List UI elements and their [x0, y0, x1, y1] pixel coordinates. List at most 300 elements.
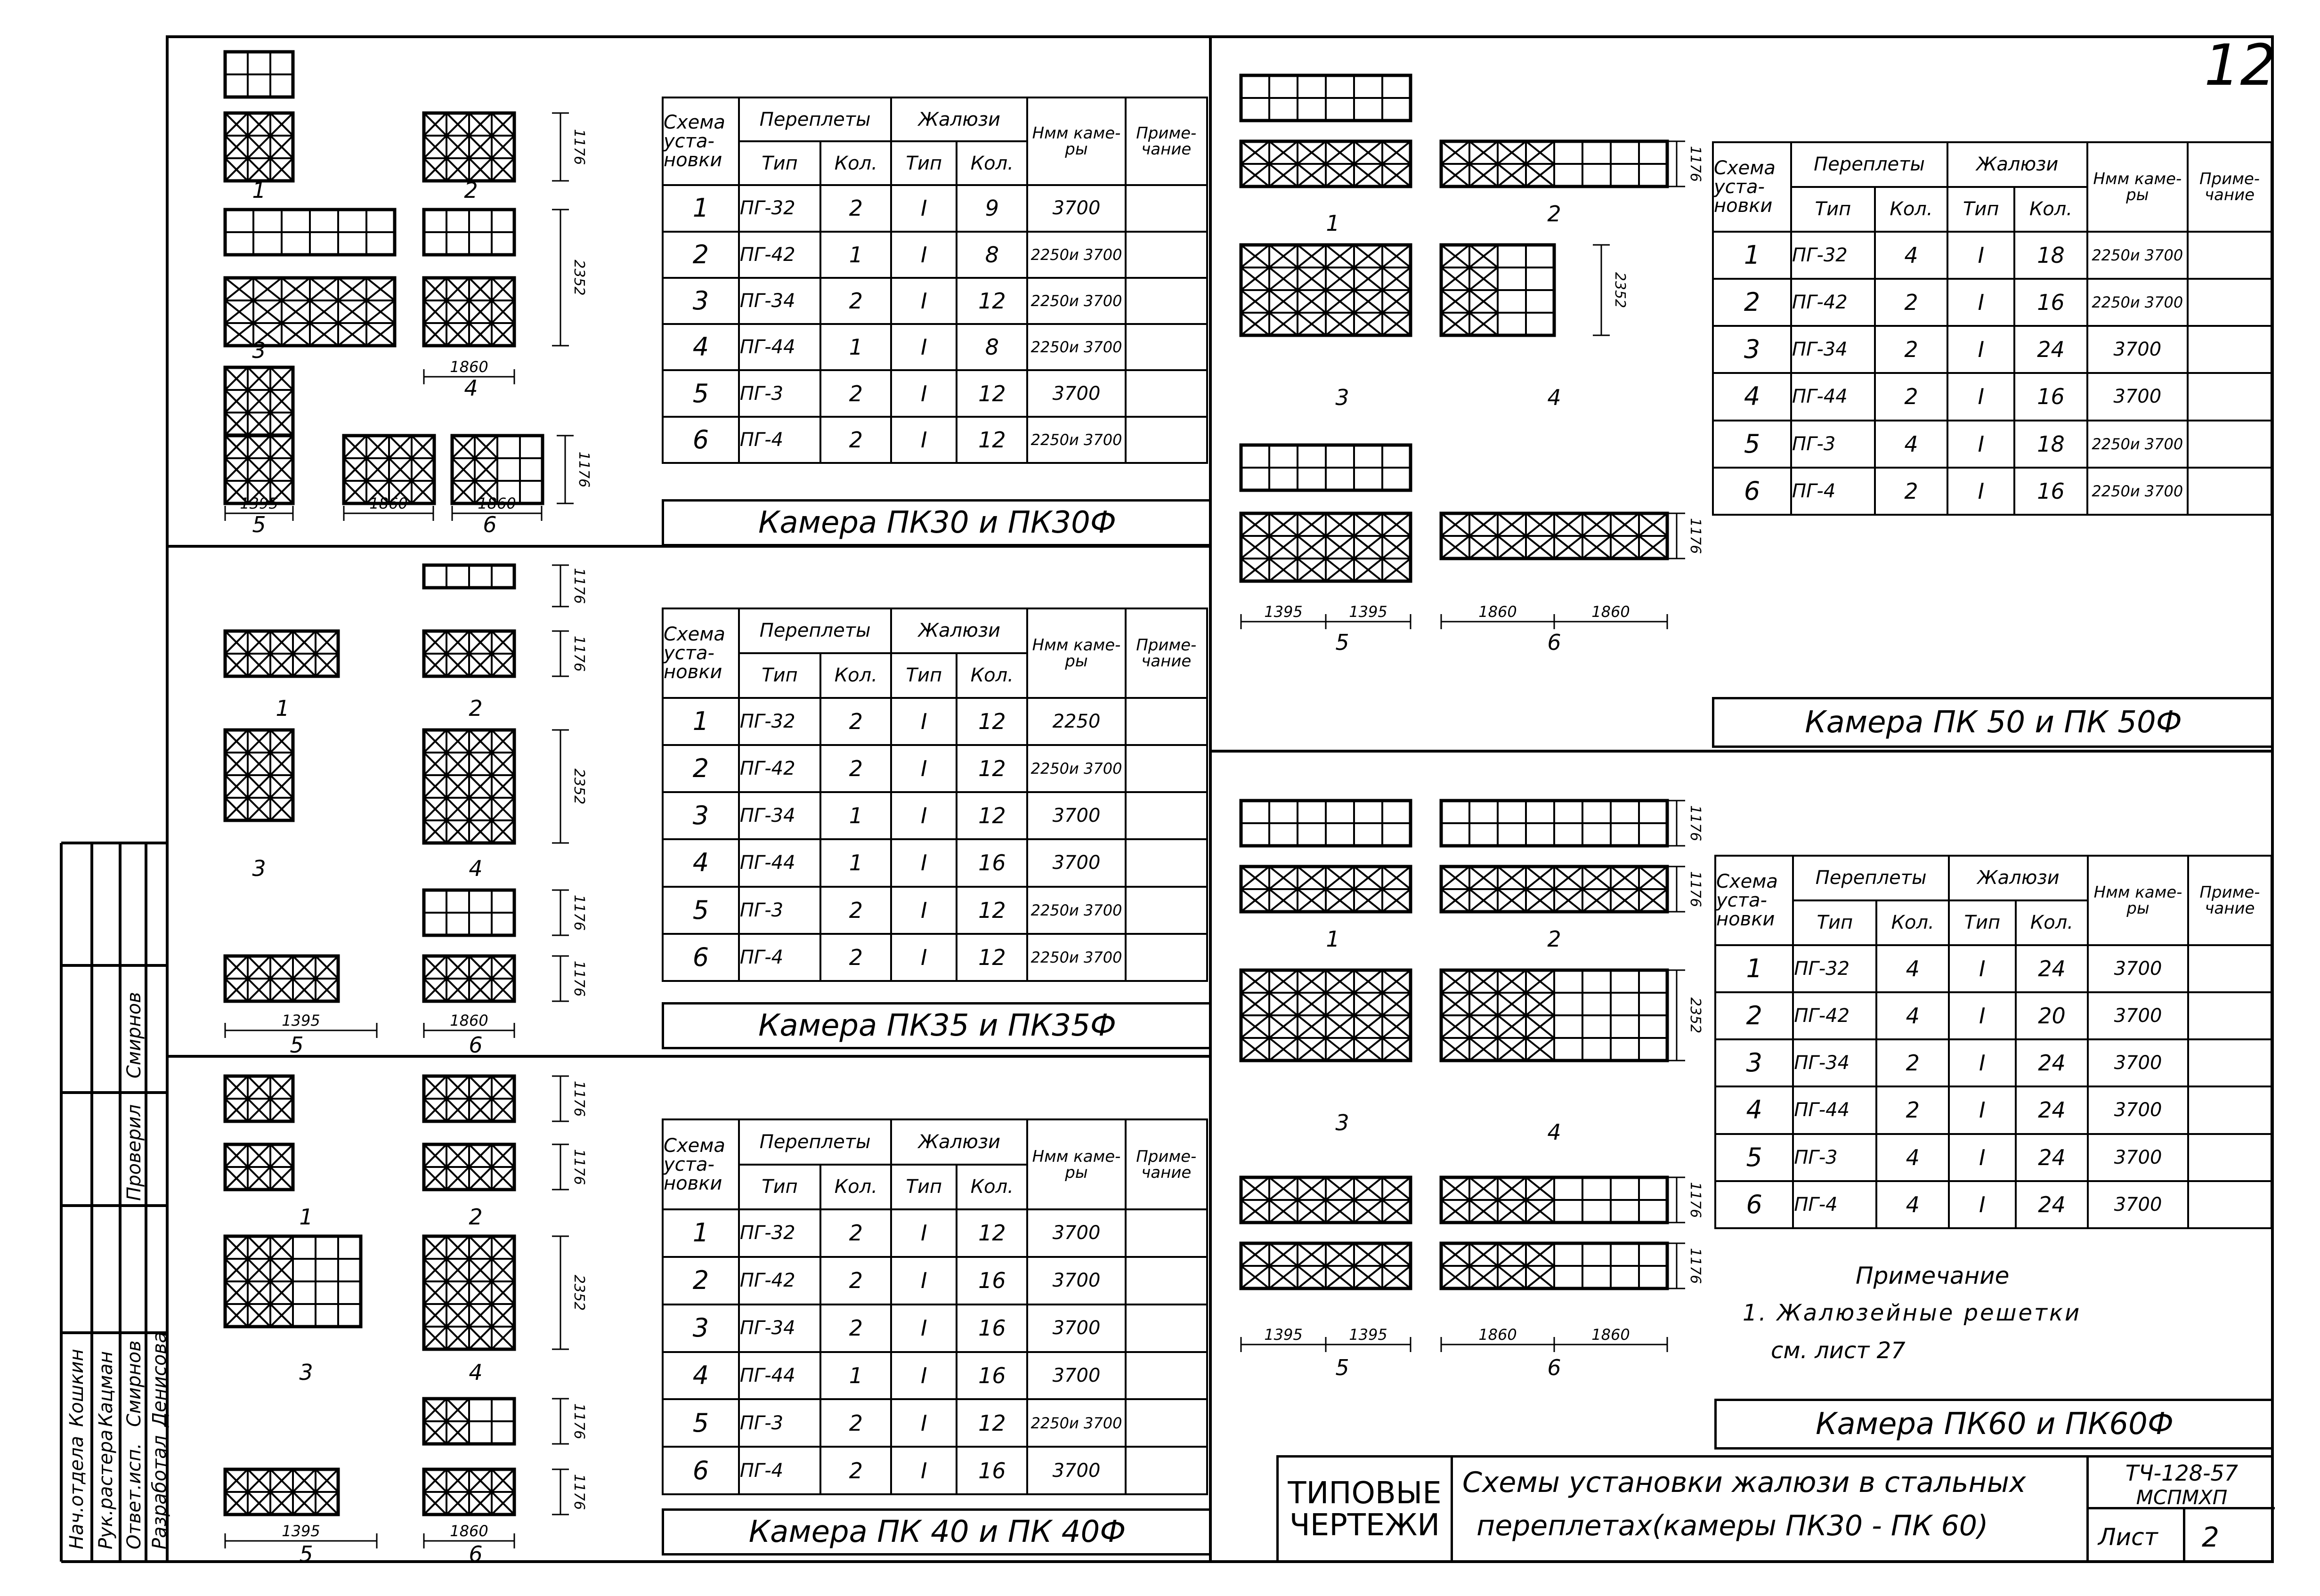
cell-chamber-height: 3700 [1027, 792, 1125, 839]
cell-louver-type: I [891, 1352, 957, 1400]
cell-frame-type: ПГ-34 [739, 792, 820, 839]
table-row [1713, 279, 2271, 326]
dimension-label: 1176 [1687, 146, 1703, 182]
cell-frame-qty: 2 [820, 934, 891, 981]
cell-frame-qty: 2 [820, 1209, 891, 1257]
scheme-number-label: 4 [464, 375, 478, 401]
cell-frame-qty: 4 [1876, 945, 1949, 992]
col-header-frames: Переплеты [1791, 142, 1947, 187]
cell-louver-qty: 12 [957, 370, 1027, 416]
scheme-number-label: 1 [1326, 926, 1340, 952]
spec-table-pk60 [1714, 855, 2272, 1229]
cell-frame-type: ПГ-32 [739, 185, 820, 231]
table-row [663, 324, 1207, 370]
cell-frame-qty: 4 [1876, 992, 1949, 1039]
cell-note [2188, 373, 2271, 420]
cell-note [2188, 468, 2271, 515]
cell-frame-type: ПГ-34 [1793, 1039, 1876, 1086]
cell-louver-qty: 18 [2014, 421, 2087, 468]
cell-chamber-height: 2250и 3700 [1027, 745, 1125, 792]
col-header-frame-qty: Кол. [820, 653, 891, 698]
cell-note [1126, 185, 1207, 231]
scheme-5-bottom [1241, 1243, 1411, 1288]
col-header-frame-qty: Кол. [820, 141, 891, 185]
cell-frame-type: ПГ-44 [739, 1352, 820, 1400]
dimension-label: 1860 [1591, 1326, 1630, 1344]
cell-scheme-number: 2 [663, 745, 739, 792]
scheme-number-label: 2 [1547, 201, 1561, 227]
cell-chamber-height: 3700 [1027, 839, 1125, 886]
scheme-number-label: 4 [1547, 1119, 1561, 1145]
cell-chamber-height: 2250и 3700 [1027, 1399, 1125, 1447]
spec-table-pk35 [662, 608, 1208, 982]
cell-note [2188, 1086, 2271, 1134]
cell-louver-qty: 8 [957, 232, 1027, 278]
cell-louver-type: I [891, 887, 957, 934]
table-row [1713, 232, 2271, 279]
cell-note [1126, 839, 1207, 886]
cell-frame-type: ПГ-3 [1793, 1134, 1876, 1181]
cell-frame-qty: 2 [820, 1257, 891, 1304]
dimension-label: 1176 [576, 451, 592, 488]
col-header-frame-type: Тип [739, 141, 820, 185]
dimension-label: 2352 [1687, 997, 1703, 1034]
drawing-title-1: Схемы установки жалюзи в стальных [1462, 1466, 2026, 1499]
cell-louver-type: I [891, 792, 957, 839]
series-cell [1279, 1458, 1453, 1562]
scheme-6-bottom [424, 1469, 514, 1515]
scheme-2 [1441, 141, 1667, 186]
cell-louver-type: I [891, 745, 957, 792]
cell-louver-qty: 24 [2016, 1181, 2088, 1228]
cell-scheme-number: 5 [1713, 421, 1791, 468]
dimension-label: 2352 [1612, 272, 1628, 308]
table-row [663, 1209, 1207, 1257]
table-row [663, 745, 1207, 792]
cell-scheme-number: 1 [663, 698, 739, 745]
col-header-frame-type: Тип [1791, 187, 1875, 232]
dimension-label: 1395 [240, 494, 278, 512]
cell-note [2188, 279, 2271, 326]
scheme-4 [424, 1236, 514, 1349]
dimension-label: 2352 [571, 768, 587, 805]
col-header-height: Нмм каме-ры [2088, 856, 2188, 945]
table-row [663, 232, 1207, 278]
series-label-2: ЧЕРТЕЖИ [1289, 1507, 1440, 1543]
dimension-label: 1860 [450, 1522, 488, 1540]
cell-louver-type: I [1947, 326, 2014, 373]
table-row [1715, 1039, 2271, 1086]
cell-louver-type: I [891, 232, 957, 278]
cell-louver-type: I [891, 278, 957, 324]
scheme-number-label: 5 [290, 1032, 304, 1058]
dimension-label: 1176 [571, 1149, 587, 1185]
cell-scheme-number: 4 [1713, 373, 1791, 420]
cell-chamber-height: 3700 [2088, 992, 2188, 1039]
scheme-number-label: 6 [483, 512, 497, 537]
cell-louver-type: I [891, 1447, 957, 1494]
cell-chamber-height: 2250и 3700 [1027, 232, 1125, 278]
scheme-number-label: 4 [469, 1360, 483, 1385]
scheme-6-a [344, 436, 434, 503]
col-header-note: Приме-чание [2188, 142, 2271, 232]
table-row [1713, 468, 2271, 515]
cell-louver-type: I [891, 934, 957, 981]
scheme-6-bottom [424, 956, 514, 1001]
cell-chamber-height: 3700 [1027, 1304, 1125, 1352]
cell-frame-type: ПГ-42 [739, 745, 820, 792]
scheme-3 [225, 1236, 361, 1327]
cell-scheme-number: 6 [663, 934, 739, 981]
cell-note [1126, 1209, 1207, 1257]
table-row [1715, 1086, 2271, 1134]
cell-louver-qty: 12 [957, 792, 1027, 839]
table-row [663, 934, 1207, 981]
cell-louver-qty: 16 [2014, 279, 2087, 326]
cell-frame-qty: 2 [820, 698, 891, 745]
cell-chamber-height: 2250и 3700 [1027, 278, 1125, 324]
cell-louver-type: I [1947, 232, 2014, 279]
cell-frame-type: ПГ-44 [1793, 1086, 1876, 1134]
col-header-louver-qty: Кол. [957, 653, 1027, 698]
table-row [663, 1447, 1207, 1494]
spec-table-pk40 [662, 1118, 1208, 1495]
cell-louver-qty: 12 [957, 698, 1027, 745]
scheme-3 [1241, 970, 1411, 1061]
cell-scheme-number: 3 [663, 1304, 739, 1352]
scheme-6-bottom [1441, 1243, 1667, 1288]
signature-name: Денисова [149, 1331, 170, 1427]
col-header-scheme: Схема уста-новки [663, 1119, 739, 1209]
col-header-frame-type: Тип [1793, 900, 1876, 945]
dimension-label: 1176 [571, 894, 587, 931]
col-header-louvers: Жалюзи [891, 97, 1027, 141]
table-row [663, 1399, 1207, 1447]
cell-scheme-number: 3 [1713, 326, 1791, 373]
dimension-label: 1395 [1264, 603, 1303, 621]
scheme-6-top [424, 890, 514, 935]
cell-chamber-height: 2250и 3700 [2087, 279, 2188, 326]
dimension-label: 1176 [1687, 805, 1703, 842]
cell-louver-qty: 24 [2016, 945, 2088, 992]
note-title: Примечание [1856, 1262, 2010, 1289]
cell-louver-type: I [891, 1304, 957, 1352]
cell-note [2188, 326, 2271, 373]
dimension-label: 1176 [571, 1080, 587, 1117]
col-header-frames: Переплеты [739, 1119, 892, 1165]
col-header-frames: Переплеты [739, 608, 892, 653]
cell-louver-qty: 24 [2016, 1134, 2088, 1181]
cell-frame-type: ПГ-44 [739, 324, 820, 370]
col-header-louver-qty: Кол. [957, 141, 1027, 185]
cell-note [1126, 1352, 1207, 1400]
cell-louver-type: I [1949, 1181, 2016, 1228]
table-row [1715, 992, 2271, 1039]
cell-scheme-number: 2 [663, 1257, 739, 1304]
table-row [1715, 945, 2271, 992]
scheme-2-top [424, 565, 514, 588]
scheme-number-label: 1 [299, 1204, 313, 1230]
cell-louver-qty: 12 [957, 278, 1027, 324]
cell-scheme-number: 2 [1715, 992, 1793, 1039]
dimension-label: 1176 [571, 1403, 587, 1440]
cell-note [1126, 417, 1207, 463]
dimension-label: 1860 [369, 494, 408, 512]
scheme-2-top [1441, 801, 1667, 846]
cell-scheme-number: 6 [663, 1447, 739, 1494]
scheme-5-bottom [225, 436, 293, 503]
scheme-1-bottom [225, 1144, 293, 1190]
cell-frame-type: ПГ-3 [739, 370, 820, 416]
scheme-1-top [225, 52, 293, 97]
cell-chamber-height: 2250и 3700 [1027, 417, 1125, 463]
cell-scheme-number: 6 [663, 417, 739, 463]
cell-note [1126, 1447, 1207, 1494]
cell-note [1126, 745, 1207, 792]
col-header-height: Нмм каме-ры [1027, 97, 1125, 185]
cell-louver-type: I [891, 1399, 957, 1447]
cell-frame-type: ПГ-3 [739, 1399, 820, 1447]
col-header-note: Приме-чание [1126, 1119, 1207, 1209]
cell-frame-type: ПГ-42 [739, 1257, 820, 1304]
dimension-label: 1860 [450, 1012, 488, 1029]
note-line-1: 1. Жалюзейные решетки [1743, 1300, 2082, 1326]
cell-frame-type: ПГ-44 [1791, 373, 1875, 420]
scheme-6 [1441, 513, 1667, 559]
scheme-number-label: 1 [252, 178, 266, 203]
cell-frame-qty: 1 [820, 839, 891, 886]
cell-louver-qty: 24 [2014, 326, 2087, 373]
cell-note [1126, 792, 1207, 839]
scheme-number-label: 1 [1326, 211, 1340, 236]
cell-note [1126, 278, 1207, 324]
cell-frame-qty: 2 [1875, 279, 1947, 326]
cell-louver-type: I [1949, 1134, 2016, 1181]
col-header-louver-type: Тип [891, 653, 957, 698]
cell-louver-qty: 16 [957, 839, 1027, 886]
cell-frame-qty: 2 [820, 887, 891, 934]
cell-note [2188, 1039, 2271, 1086]
scheme-number-label: 2 [1547, 926, 1561, 952]
cell-scheme-number: 5 [663, 1399, 739, 1447]
scheme-number-label: 4 [469, 856, 483, 881]
spec-table-pk30 [662, 97, 1208, 464]
cell-scheme-number: 1 [1713, 232, 1791, 279]
cell-frame-type: ПГ-32 [739, 1209, 820, 1257]
cell-chamber-height: 3700 [2088, 1039, 2188, 1086]
signature-role: Рук.растера [95, 1429, 117, 1549]
code-cell [2086, 1458, 2275, 1509]
dimension-label: 1176 [1687, 1182, 1703, 1218]
drawing-title-2: переплетах(камеры ПК30 - ПК 60) [1476, 1509, 1988, 1542]
table-row [663, 698, 1207, 745]
col-header-height: Нмм каме-ры [1027, 608, 1125, 698]
cell-frame-qty: 2 [1875, 326, 1947, 373]
cell-louver-qty: 16 [957, 1447, 1027, 1494]
col-header-louvers: Жалюзи [1949, 856, 2088, 900]
cell-chamber-height: 2250и 3700 [2087, 421, 2188, 468]
dimension-label: 1176 [1687, 871, 1703, 907]
scheme-number-label: 4 [1547, 385, 1561, 410]
table-row [663, 1304, 1207, 1352]
table-row [1713, 326, 2271, 373]
cell-louver-qty: 12 [957, 417, 1027, 463]
cell-frame-type: ПГ-34 [1791, 326, 1875, 373]
col-header-louver-type: Тип [1949, 900, 2016, 945]
chamber-caption-pk35: Камера ПК35 и ПК35Ф [662, 1002, 1210, 1049]
scheme-1-bottom [1241, 141, 1411, 186]
col-header-louvers: Жалюзи [891, 608, 1027, 653]
signature-role: Ответ.исп. [123, 1443, 145, 1549]
cell-louver-qty: 16 [957, 1352, 1027, 1400]
scheme-number-label: 5 [1335, 630, 1349, 655]
cell-note [1126, 934, 1207, 981]
table-row [1715, 1134, 2271, 1181]
cell-frame-type: ПГ-4 [739, 934, 820, 981]
cell-chamber-height: 3700 [1027, 1447, 1125, 1494]
cell-louver-qty: 16 [957, 1257, 1027, 1304]
scheme-number-label: 5 [1335, 1355, 1349, 1380]
cell-louver-qty: 20 [2016, 992, 2088, 1039]
cell-frame-type: ПГ-4 [739, 1447, 820, 1494]
scheme-5-top [225, 367, 293, 435]
sheet-cell [2086, 1509, 2275, 1562]
scheme-5-top [1241, 1177, 1411, 1223]
scheme-5 [225, 1469, 338, 1515]
dimension-label: 1176 [571, 567, 587, 604]
cell-scheme-number: 3 [663, 278, 739, 324]
table-row [663, 1352, 1207, 1400]
dimension-label: 1860 [1478, 1326, 1517, 1344]
cell-chamber-height: 2250и 3700 [1027, 887, 1125, 934]
cell-note [1126, 1399, 1207, 1447]
col-header-frame-qty: Кол. [820, 1165, 891, 1210]
dimension-label: 1176 [1687, 518, 1703, 554]
col-header-scheme: Схема уста-новки [1715, 856, 1793, 945]
scheme-4 [1441, 970, 1667, 1061]
drawing-org: МСПМХП [2136, 1486, 2228, 1509]
col-header-frame-type: Тип [739, 1165, 820, 1210]
cell-frame-qty: 2 [820, 1304, 891, 1352]
scheme-5-top [1241, 445, 1411, 490]
cell-note [2188, 232, 2271, 279]
table-row [663, 792, 1207, 839]
cell-chamber-height: 3700 [1027, 1257, 1125, 1304]
scheme-5 [225, 956, 338, 1001]
cell-scheme-number: 2 [663, 232, 739, 278]
col-header-note: Приме-чание [1126, 608, 1207, 698]
col-header-height: Нмм каме-ры [2087, 142, 2188, 232]
cell-chamber-height: 3700 [1027, 370, 1125, 416]
cell-frame-type: ПГ-4 [1791, 468, 1875, 515]
cell-louver-qty: 18 [2014, 232, 2087, 279]
table-row [663, 417, 1207, 463]
cell-frame-qty: 2 [1876, 1039, 1949, 1086]
dimension-label: 1395 [282, 1012, 320, 1029]
col-header-louver-qty: Кол. [2016, 900, 2088, 945]
table-row [663, 839, 1207, 886]
scheme-3 [225, 730, 293, 820]
signature-role: Разработал [149, 1435, 170, 1549]
scheme-3-bottom [225, 278, 395, 346]
dimension-label: 1395 [282, 1522, 320, 1540]
cell-chamber-height: 3700 [2088, 1181, 2188, 1228]
cell-note [2188, 992, 2271, 1039]
cell-frame-qty: 2 [820, 1399, 891, 1447]
cell-louver-type: I [1947, 421, 2014, 468]
scheme-4 [1441, 245, 1554, 335]
cell-louver-type: I [891, 185, 957, 231]
scheme-number-label: 5 [299, 1541, 313, 1567]
scheme-2 [424, 113, 514, 181]
cell-scheme-number: 5 [663, 370, 739, 416]
scheme-number-label: 3 [1335, 385, 1349, 410]
spec-table-pk50 [1712, 141, 2272, 516]
scheme-number-label: 6 [469, 1541, 483, 1567]
cell-chamber-height: 3700 [2088, 1086, 2188, 1134]
cell-scheme-number: 5 [663, 887, 739, 934]
cell-note [1126, 1257, 1207, 1304]
col-header-height: Нмм каме-ры [1027, 1119, 1125, 1209]
cell-louver-qty: 12 [957, 934, 1027, 981]
cell-chamber-height: 2250 [1027, 698, 1125, 745]
table-row [663, 1257, 1207, 1304]
cell-chamber-height: 3700 [1027, 1352, 1125, 1400]
scheme-1-bottom [1241, 867, 1411, 912]
cell-chamber-height: 2250и 3700 [1027, 934, 1125, 981]
cell-frame-qty: 2 [1875, 373, 1947, 420]
col-header-note: Приме-чание [1126, 97, 1207, 185]
dimension-label: 1395 [1349, 603, 1387, 621]
cell-louver-type: I [1949, 1086, 2016, 1134]
table-row [1713, 373, 2271, 420]
scheme-number-label: 6 [469, 1032, 483, 1058]
cell-chamber-height: 2250и 3700 [2087, 468, 2188, 515]
cell-chamber-height: 3700 [1027, 185, 1125, 231]
cell-louver-qty: 12 [957, 1209, 1027, 1257]
col-header-louver-type: Тип [891, 1165, 957, 1210]
scheme-number-label: 1 [276, 696, 290, 721]
col-header-louver-qty: Кол. [957, 1165, 1027, 1210]
dimension-label: 2352 [571, 1274, 587, 1311]
table-row [663, 370, 1207, 416]
cell-scheme-number: 3 [1715, 1039, 1793, 1086]
cell-frame-qty: 2 [1875, 468, 1947, 515]
cell-louver-qty: 12 [957, 887, 1027, 934]
table-row [663, 185, 1207, 231]
cell-louver-qty: 24 [2016, 1039, 2088, 1086]
scheme-4 [424, 730, 514, 843]
cell-scheme-number: 6 [1715, 1181, 1793, 1228]
chamber-caption-pk50: Камера ПК 50 и ПК 50Ф [1712, 697, 2272, 748]
col-header-louvers: Жалюзи [891, 1119, 1027, 1165]
cell-frame-type: ПГ-32 [1791, 232, 1875, 279]
cell-scheme-number: 1 [663, 1209, 739, 1257]
table-row [1715, 1181, 2271, 1228]
cell-scheme-number: 2 [1713, 279, 1791, 326]
cell-frame-qty: 2 [820, 745, 891, 792]
scheme-number-label: 6 [1547, 1355, 1561, 1380]
col-header-scheme: Схема уста-новки [663, 97, 739, 185]
cell-frame-qty: 2 [820, 370, 891, 416]
scheme-3-top [225, 210, 395, 255]
scheme-4-bottom [424, 278, 514, 346]
col-header-louvers: Жалюзи [1947, 142, 2087, 187]
cell-louver-type: I [891, 698, 957, 745]
cell-louver-type: I [1947, 468, 2014, 515]
scheme-number-label: 3 [252, 338, 266, 363]
cell-frame-qty: 2 [1876, 1086, 1949, 1134]
